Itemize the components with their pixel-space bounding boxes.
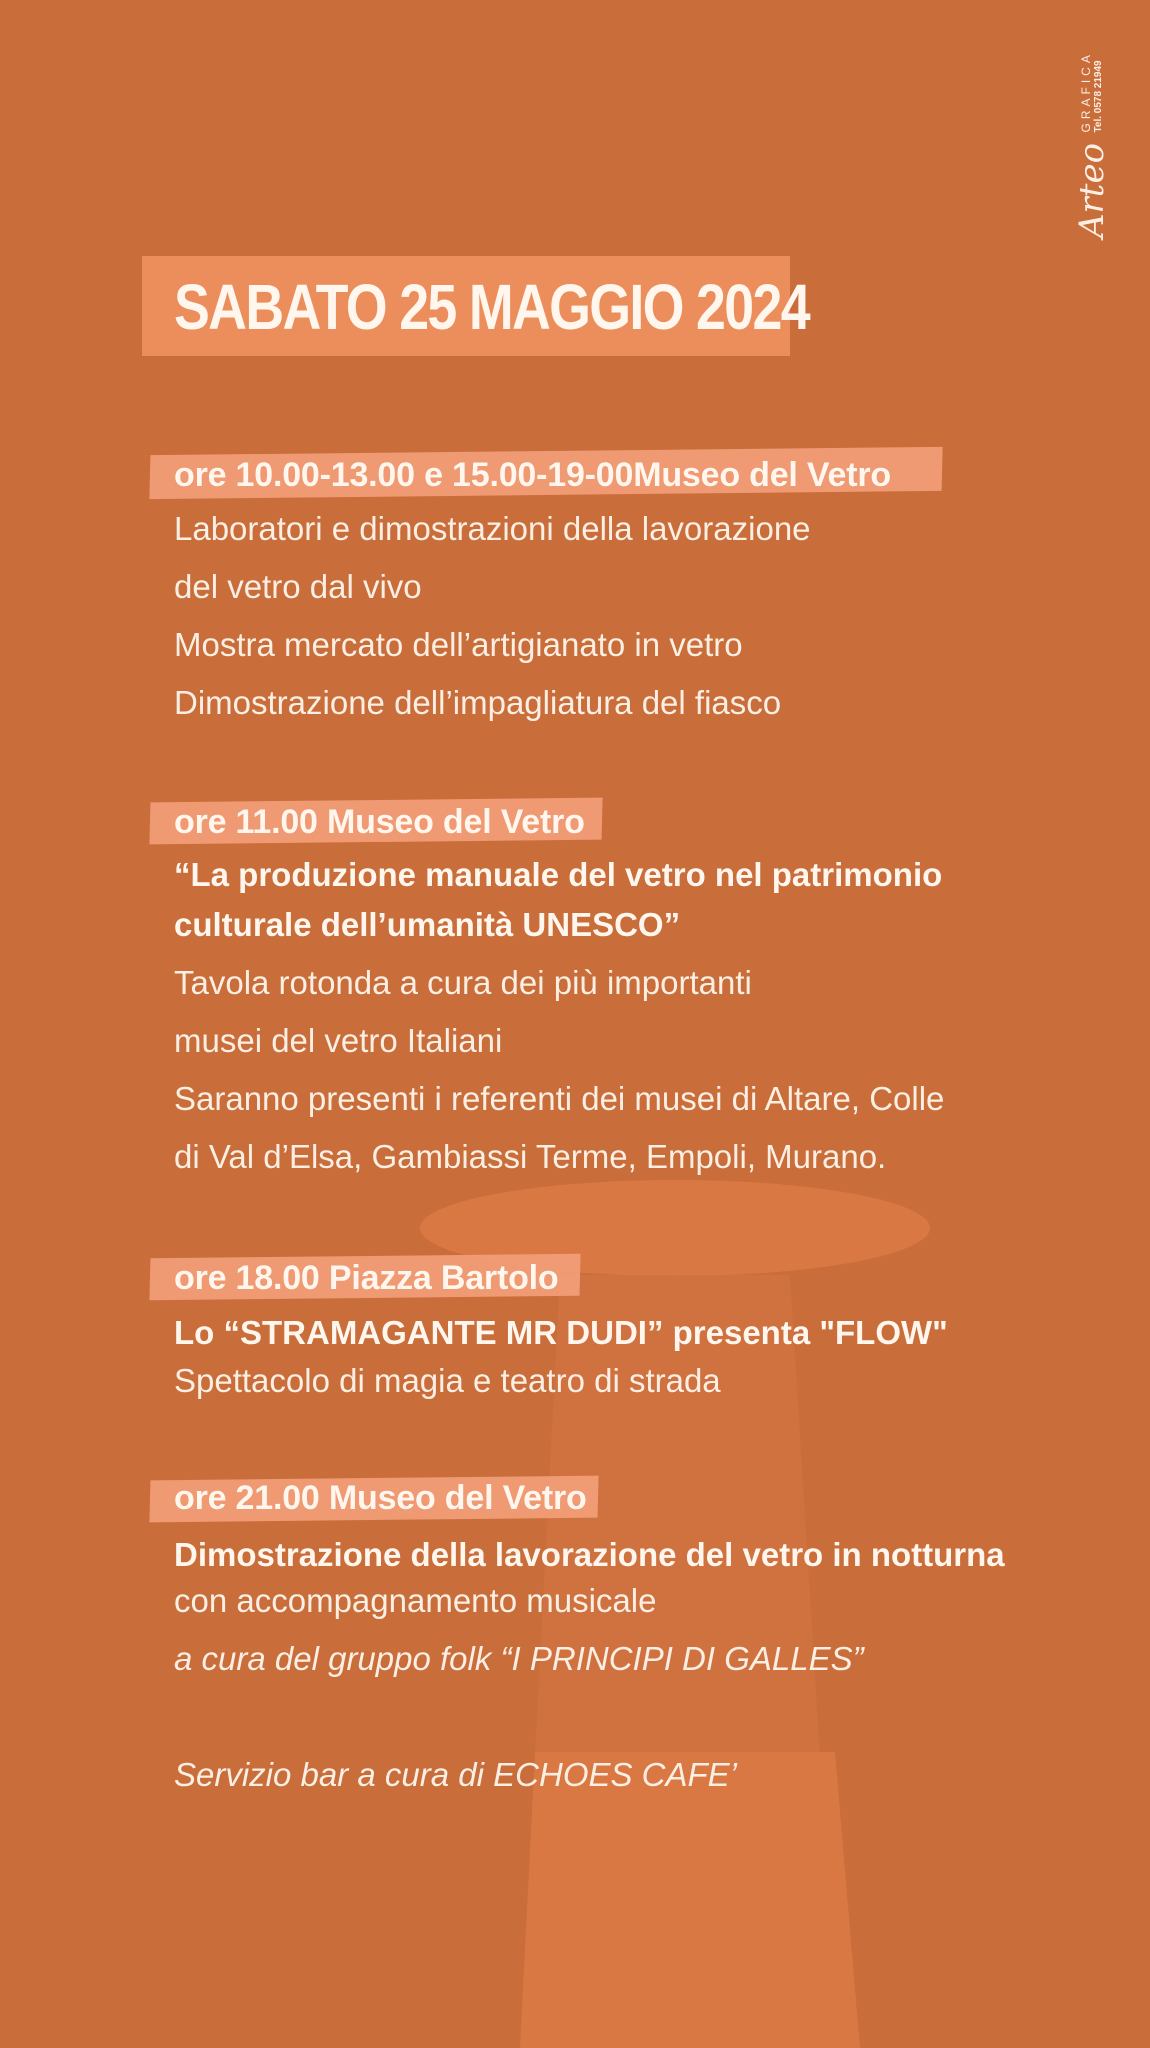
event-2-line-1: Tavola rotonda a cura dei più importanti [174,964,752,1001]
logo-phone: Tel. 0578 21949 [1093,60,1105,133]
event-4-line-1: con accompagnamento musicale [174,1582,657,1619]
event-1-line-4: Dimostrazione dell’impagliatura del fiasco [174,684,782,721]
bar-service-note: Servizio bar a cura di ECHOES CAFE’ [174,1756,738,1793]
event-3-line-1: Spettacolo di magia e teatro di strada [174,1362,721,1399]
event-3-title-line-1: Lo “STRAMAGANTE MR DUDI” presenta "FLOW" [174,1314,948,1351]
event-2-heading: ore 11.00 Museo del Vetro [174,803,585,841]
event-1-heading: ore 10.00-13.00 e 15.00-19-00Museo del Vetro [174,456,891,494]
event-2-title-line-1: “La produzione manuale del vetro nel patrimonio [174,856,943,893]
event-2-line-4: di Val d’Elsa, Gambiassi Terme, Empoli, Murano. [174,1138,887,1175]
event-4-title-line-1: Dimostrazione della lavorazione del vetro in notturna [174,1536,1005,1573]
event-2-line-2: musei del vetro Italiani [174,1022,503,1059]
event-2-line-3: Saranno presenti i referenti dei musei di Altare, Colle [174,1080,945,1117]
event-4-heading: ore 21.00 Museo del Vetro [174,1479,587,1517]
arteo-grafica-logo [1072,48,1112,238]
event-1-line-3: Mostra mercato dell’artigianato in vetro [174,626,743,663]
event-1-line-2: del vetro dal vivo [174,568,422,605]
event-date: SABATO 25 MAGGIO 2024 [174,271,809,343]
logo-script-text: Arteo [1072,142,1112,238]
event-3-heading: ore 18.00 Piazza Bartolo [174,1259,559,1297]
logo-grafica-label: GRAFICA [1078,51,1093,133]
event-1-line-1: Laboratori e dimostrazioni della lavorazione [174,510,811,547]
event-4-italic-line-1: a cura del gruppo folk “I PRINCIPI DI GALLES” [174,1640,864,1677]
event-2-title-line-2: culturale dell’umanità UNESCO” [174,906,681,943]
